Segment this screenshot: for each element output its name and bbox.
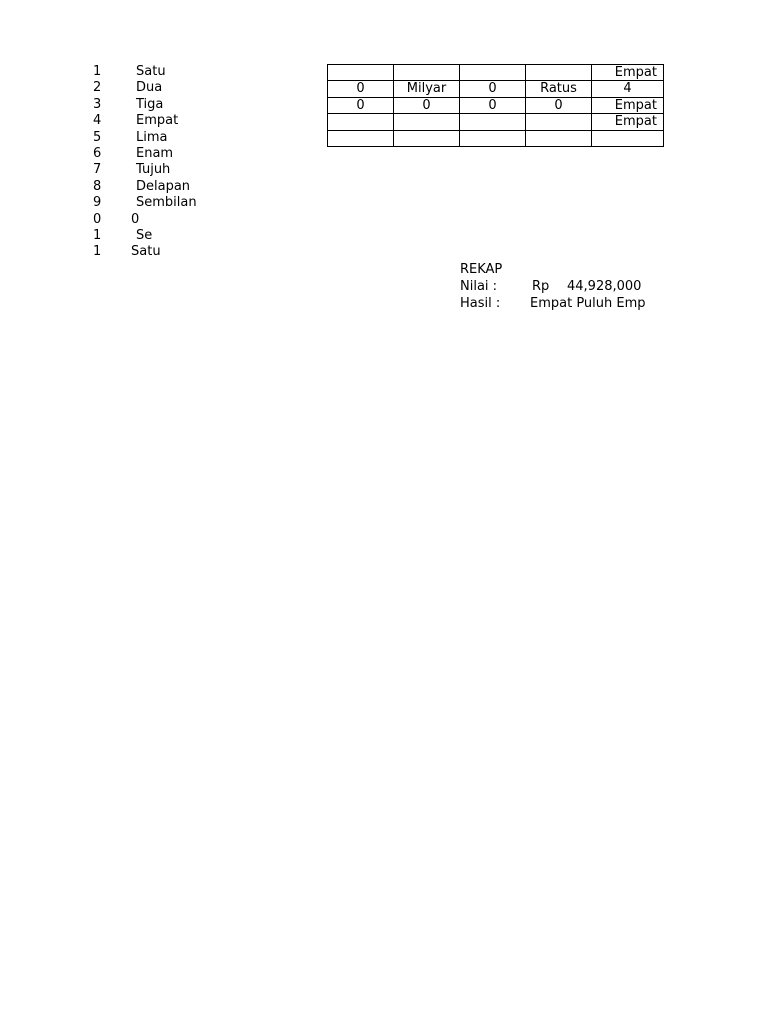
grid-cell: Empat	[592, 114, 664, 130]
grid-cell: Empat	[592, 65, 664, 81]
grid-cell: Milyar	[394, 81, 460, 97]
digit-cell: 2	[93, 80, 102, 96]
hasil-row	[460, 295, 646, 312]
grid-cell: 0	[526, 97, 592, 113]
currency-label: Rp	[532, 279, 550, 294]
digit-cell: 9	[93, 195, 102, 211]
grid-cell: Ratus	[526, 81, 592, 97]
table-row	[328, 65, 664, 81]
grid-cell	[328, 114, 394, 130]
grid-cell: 0	[460, 81, 526, 97]
word-cell: Empat	[136, 113, 179, 129]
table-row	[328, 81, 664, 97]
grid-cell: Empat	[592, 97, 664, 113]
grid-cell	[526, 65, 592, 81]
grid-cell	[460, 130, 526, 146]
word-cell: Satu	[131, 244, 161, 260]
digit-cell: 8	[93, 178, 102, 194]
word-cell: 0	[131, 211, 140, 227]
word-cell: Delapan	[136, 178, 191, 194]
grid-cell: 4	[592, 81, 664, 97]
word-cell: Dua	[136, 80, 163, 96]
grid-cell: 0	[328, 81, 394, 97]
grid-cell	[526, 114, 592, 130]
hasil-label: Hasil :	[460, 296, 501, 311]
digit-cell: 0	[93, 211, 102, 227]
grid-cell	[394, 114, 460, 130]
word-cell: Lima	[136, 129, 168, 145]
word-cell: Satu	[136, 64, 166, 79]
grid-cell	[328, 65, 394, 81]
digit-cell: 6	[93, 145, 102, 161]
grid-cell	[394, 130, 460, 146]
conversion-grid	[327, 64, 664, 147]
rekap-title-row	[460, 261, 502, 278]
grid-cell	[394, 65, 460, 81]
table-row	[328, 97, 664, 113]
digit-cell: 4	[93, 113, 102, 129]
word-cell: Sembilan	[136, 195, 197, 211]
grid-cell	[592, 130, 664, 146]
grid-cell	[526, 130, 592, 146]
grid-cell	[328, 130, 394, 146]
amount-value: 44,928,000	[567, 279, 642, 294]
digit-cell: 1	[93, 64, 102, 79]
word-cell: Tiga	[136, 96, 164, 112]
digit-cell: 5	[93, 129, 102, 145]
nilai-row	[460, 278, 642, 295]
rekap-summary	[460, 261, 646, 312]
word-cell: Tujuh	[136, 162, 171, 178]
grid-cell: 0	[394, 97, 460, 113]
grid-cell	[460, 114, 526, 130]
word-cell: Enam	[136, 145, 174, 161]
rekap-title: REKAP	[460, 262, 503, 277]
digit-cell: 1	[93, 244, 102, 260]
hasil-text: Empat Puluh Emp	[530, 296, 646, 311]
nilai-label: Nilai :	[460, 279, 498, 294]
digit-cell: 1	[93, 227, 102, 243]
grid-cell: 0	[460, 97, 526, 113]
digit-cell: 3	[93, 96, 102, 112]
table-row	[328, 130, 664, 146]
word-cell: Se	[136, 227, 153, 243]
table-row	[328, 114, 664, 130]
grid-cell	[460, 65, 526, 81]
grid-cell: 0	[328, 97, 394, 113]
digit-cell: 7	[93, 162, 102, 178]
